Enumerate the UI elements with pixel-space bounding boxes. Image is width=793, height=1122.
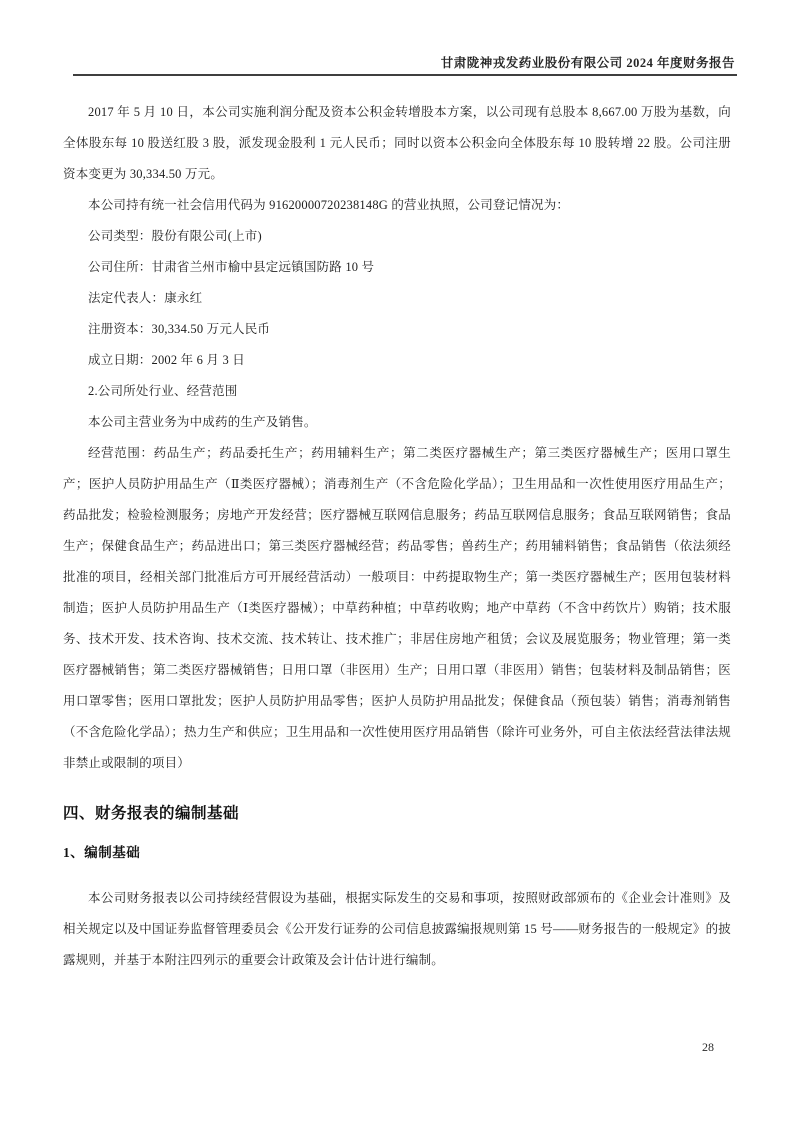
section4-subheading: 1、编制基础 (63, 845, 141, 860)
para-business-license: 本公司持有统一社会信用代码为 91620000720238148G 的营业执照，公司登记情况为： (88, 198, 570, 212)
document-body (63, 97, 731, 976)
section4-heading: 四、财务报表的编制基础 (63, 805, 240, 822)
main-business-line: 本公司主营业务为中成药的生产及销售。 (88, 415, 317, 429)
header-divider (73, 74, 737, 76)
page-number: 28 (702, 1040, 714, 1054)
report-header-title: 甘肃陇神戎发药业股份有限公司 2024 年度财务报告 (440, 56, 735, 70)
establish-date-line: 成立日期：2002 年 6 月 3 日 (88, 353, 245, 367)
para-capital-change: 2017 年 5 月 10 日，本公司实施利润分配及资本公积金转增股本方案，以公司现有总股本 8,667.00 万股为基数，向全体股东每 10 股送红股 3 股，派发现金股利 1 元人民币；同时以资本公积金向全体股东每 10 股转增 22 股。公司注册资本变更为 30,334.50 万元。 (63, 105, 731, 181)
business-scope-paragraph: 经营范围：药品生产；药品委托生产；药用辅料生产；第二类医疗器械生产；第三类医疗器械生产；医用口罩生产；医护人员防护用品生产（Ⅱ类医疗器械）；消毒剂生产（不含危险化学品）；卫生用品和一次性使用医疗用品生产；药品批发；检验检测服务；房地产开发经营；医疗器械互联网信息服务；药品互联网信息服务；食品互联网销售；食品生产；保健食品生产；药品进出口；第三类医疗器械经营；药品零售；兽药生产；药用辅料销售；食品销售（依法须经批准的项目，经相关部门批准后方可开展经营活动）一般项目：中药提取物生产；第一类医疗器械生产；医用包装材料制造；医护人员防护用品生产（Ⅰ类医疗器械）；中草药种植；中草药收购；地产中草药（不含中药饮片）购销；技术服务、技术开发、技术咨询、技术交流、技术转让、技术推广；非居住房地产租赁；会议及展览服务；物业管理；第一类医疗器械销售；第二类医疗器械销售；日用口罩（非医用）生产；日用口罩（非医用）销售；包装材料及制品销售；医用口罩零售；医用口罩批发；医护人员防护用品零售；医护人员防护用品批发；保健食品（预包装）销售；消毒剂销售（不含危险化学品）；热力生产和供应；卫生用品和一次性使用医疗用品销售（除许可业务外，可自主依法经营法律法规非禁止或限制的项目） (63, 446, 731, 770)
preparation-basis-paragraph: 本公司财务报表以公司持续经营假设为基础，根据实际发生的交易和事项，按照财政部颁布的《企业会计准则》及相关规定以及中国证券监督管理委员会《公开发行证券的公司信息披露编报规则第 15 号——财务报告的一般规定》的披露规则，并基于本附注四列示的重要会计政策及会计估计进行编制。 (63, 891, 731, 967)
legal-representative-line: 法定代表人：康永红 (88, 291, 203, 305)
company-address-line: 公司住所：甘肃省兰州市榆中县定远镇国防路 10 号 (88, 260, 375, 274)
company-type-line: 公司类型：股份有限公司(上市) (88, 229, 262, 243)
registered-capital-line: 注册资本：30,334.50 万元人民币 (88, 322, 271, 336)
industry-scope-subheading: 2.公司所处行业、经营范围 (88, 384, 238, 398)
